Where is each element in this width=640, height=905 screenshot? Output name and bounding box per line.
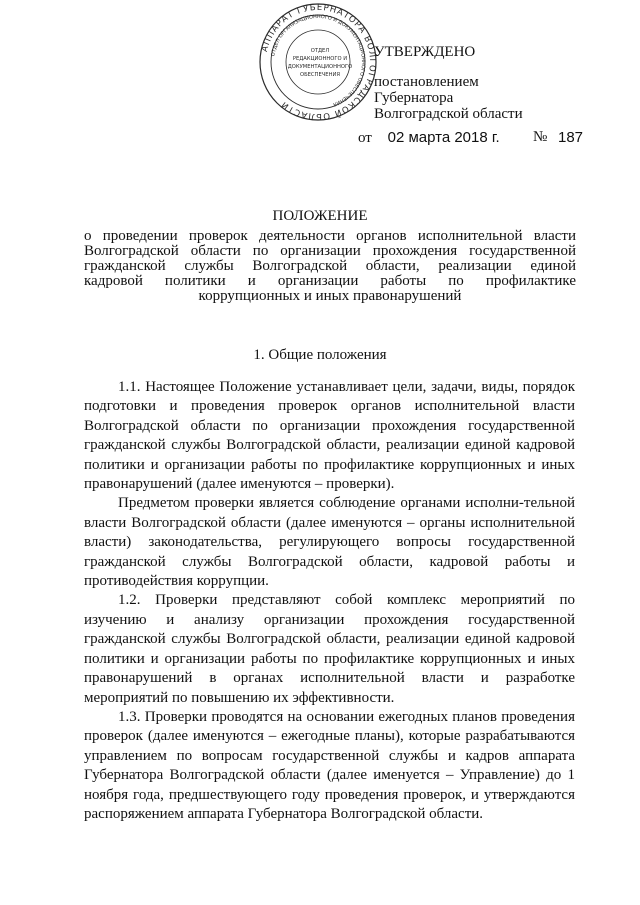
- stamp-center-line-3: ДОКУМЕНТАЦИОННОГО: [287, 64, 353, 70]
- approval-number: 187: [558, 129, 584, 146]
- subtitle-line-3: гражданской службы Волгоградской области, реализации единой: [84, 258, 576, 274]
- stamp-inner-text: ОТДЕЛ ОРГАНИЗАЦИОННОГО И ДОКУМЕНТАЦИОННОГО ОБЕСПЕЧЕНИЯ: [270, 13, 367, 108]
- stamp-center-line-2: РЕДАКЦИОННОГО И: [292, 56, 348, 62]
- approval-line-1: постановлением: [374, 74, 479, 90]
- document-title: ПОЛОЖЕНИЕ: [272, 208, 368, 224]
- paragraph-1-3: 1.3. Проверки проводятся на основании ежегодных планов проведения проверок (далее именуются – ежегодные планы), которые разрабатываются управлением по вопросам государственной службы и кадров аппарата Губернатора Волгоградской области (далее именуется – Управление) до 1 ноября года, предшествующего году проведения проверок, и утверждаются распоряжением аппарата Губернатора Волгоградской области.: [84, 708, 575, 822]
- section-heading: 1. Общие положения: [253, 347, 387, 363]
- approval-date-prefix: от: [358, 130, 372, 146]
- approval-number-label: №: [533, 129, 548, 145]
- stamp-center-line-4: ОБЕСПЕЧЕНИЯ: [300, 72, 340, 78]
- paragraph-1-1: 1.1. Настоящее Положение устанавливает цели, задачи, виды, порядок подготовки и проведения проверок органов исполнительной власти Волгоградской области по организации прохождения государственной гражданской службы Волгоградской области, реализации единой кадровой политики и организации работы по профилактике коррупционных и иных правонарушений (далее именуются – проверки).: [84, 379, 575, 493]
- official-stamp: [258, 2, 378, 122]
- subtitle-last-line: коррупционных и иных правонарушений: [198, 288, 462, 304]
- stamp-center-line-1: ОТДЕЛ: [310, 48, 330, 54]
- approval-title: УТВЕРЖДЕНО: [374, 44, 476, 60]
- approval-date-row: [358, 129, 500, 147]
- paragraph-1-2: 1.2. Проверки представляют собой комплекс мероприятий по изучению и анализу организации прохождения государственной гражданской службы Волгоградской области, реализации единой кадровой политики и организации работы по профилактике коррупционных и иных правонарушений в органах исполнительной власти и разработке мероприятий по повышению их эффективности.: [84, 592, 575, 706]
- approval-line-2: Губернатора: [374, 90, 454, 106]
- section-body: [84, 378, 575, 824]
- paragraph-subject: Предметом проверки является соблюдение органами исполни-тельной власти Волгоградской области (далее именуются – органы исполнительной власти) законодательства, регулирующего вопросы государственной гражданской службы Волгоградской области, кадровой работы и противодействия коррупции.: [84, 495, 575, 590]
- stamp-inner-ring: [286, 30, 353, 94]
- subtitle-line-2: Волгоградской области по организации прохождения государственной: [84, 243, 576, 259]
- approval-date: 02 марта 2018 г.: [387, 129, 500, 146]
- subtitle-line-1: о проведении проверок деятельности органов исполнительной власти: [84, 228, 576, 244]
- subtitle-line-4: кадровой политики и организации работы по профилактике: [84, 273, 576, 289]
- stamp-outer-text: АППАРАТ ГУБЕРНАТОРА ВОЛГОГРАДСКОЙ ОБЛАСТИ: [260, 2, 378, 122]
- approval-line-3: Волгоградской области: [374, 106, 523, 122]
- document-subtitle: [84, 229, 576, 304]
